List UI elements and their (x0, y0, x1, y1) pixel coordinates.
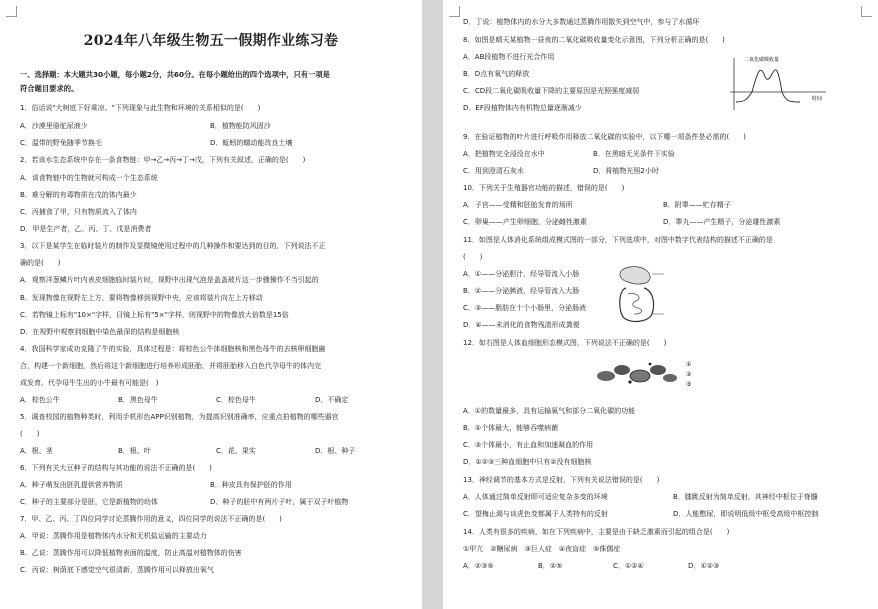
q13-option-a: A．人体通过简单反射即可适应复杂多变的环境 (463, 493, 608, 501)
q7-option-a: A．甲说：蒸腾作用是植物体内水分和无机盐运输的主要动力 (20, 532, 207, 540)
platelet (628, 380, 631, 383)
q6-option-d: D．种子的胚中有两片子叶，属于双子叶植物 (210, 498, 349, 506)
q4-option-b: B．黑色母牛 (118, 396, 158, 404)
q10-option-a: A．子宫——受精和胚胎发育的场所 (463, 201, 573, 209)
liver-shape (620, 267, 650, 284)
q1-option-c: C．温带的野兔随季节换毛 (20, 139, 102, 147)
question-10-stem: 10．下列关于生殖器官功能的描述，错误的是( ) (463, 184, 625, 192)
q3-option-d: D．在视野中观察到细胞中染色最深的结构是细胞核 (20, 328, 180, 336)
section-heading: 一、选择题：本大题共30小题，每小题2分，共60分。在每小题给出的四个选项中，只有一项是 (20, 70, 330, 79)
q5-option-d: D．根、种子 (315, 447, 356, 455)
q3-option-b: B．发现物像在视野左上方，要将物像移到视野中央，应该将装片向左上方移动 (20, 294, 263, 302)
q9-option-c: C．用到澄清石灰水 (463, 167, 524, 175)
q10-option-d: D．睾丸——产生精子，分泌雄性激素 (663, 218, 781, 226)
q1-option-d: D．蚯蚓的蠕动能改良土壤 (210, 139, 293, 147)
page-corner-mark (6, 6, 17, 17)
q14-option-a: A．②③⑤ (463, 562, 494, 570)
question-2-stem: 2．若该水生态系统中存在一条食物链：甲→乙→丙→丁→戊，下列有关叙述，正确的是( ) (20, 156, 306, 164)
q11-option-d: D．④——未消化的食物残渣形成粪便 (463, 321, 580, 329)
q2-option-d: D．甲是生产者，乙、丙、丁、戊是消费者 (20, 225, 152, 233)
q3-option-c: C．若物镜上标有"10×"字样，目镜上标有"5×"字样，则视野中的物像放大倍数是15倍 (20, 311, 289, 319)
q9-option-b: B．在黑暗无光条件下实验 (593, 150, 675, 158)
figure-x-label: 时间 (812, 96, 823, 102)
question-5-stem-cont: ( ) (20, 430, 40, 438)
q8-option-d: D．EF段植物体内有机物总量逐渐减少 (463, 104, 582, 112)
question-1-stem: 1．俗话说"大树底下好乘凉。"下列现象与此生物和环境的关系相似的是( ) (20, 104, 261, 112)
q8-option-c: C．CD段二氧化碳吸收量下降的主要原因是光照强度减弱 (463, 87, 640, 95)
question-4-stem: 4．我国科学家成功克隆了牛的实验，具体过程是：将棕色公牛体细胞核和黑色母牛的去核卵细胞融 (20, 345, 326, 353)
page-corner-mark (861, 6, 872, 17)
question-7-stem: 7．甲、乙、丙、丁四位同学讨论蒸腾作用的意义，四位同学的说法不正确的是( ) (20, 515, 282, 523)
question-12-stem: 12．如右图是人体血细胞形态模式图，下列说法不正确的是( ) (463, 339, 667, 347)
red-blood-cell (663, 374, 677, 382)
q12-option-d: D．①②③三种血细胞中只有②没有细胞核 (463, 458, 592, 466)
co2-curve (736, 70, 800, 102)
question-3-stem-cont: 确的是( ) (20, 259, 61, 267)
q14-option-d: D．①②③ (688, 562, 720, 570)
q13-option-c: C．望梅止渴与谈虎色变都属于人类特有的反射 (463, 510, 608, 518)
q11-option-a: A．①——分泌胆汁，经导管流入小肠 (463, 270, 580, 278)
cell-label-3: ③ (686, 381, 692, 388)
cell-label-2: ② (686, 371, 692, 378)
question-14-stem: 14．人类有很多的疾病，如在下列疾病中，主要是由于缺乏激素而引起的组合是( ) (463, 528, 730, 536)
q10-option-b: B．附睾——贮存精子 (663, 201, 731, 209)
question-4-stem-cont-2: 成发育。代孕母牛生出的小牛最有可能是( ) (20, 379, 159, 387)
q14-items: ①甲亢 ②糖尿病 ③巨人症 ④夜盲症 ⑤侏儒症 (463, 545, 621, 553)
section-heading-cont: 符合题目要求的。 (20, 84, 79, 93)
q14-option-b: B．②⑤ (538, 562, 563, 570)
question-5-stem: 5．调查校园的植物种类时，利用手机形色APP识别植物，为提高识别准确率，应重点拍植物的哪些器官 (20, 413, 339, 421)
q5-option-b: B．根、叶 (118, 447, 151, 455)
figure-y-label: 二氧化碳吸收量 (744, 57, 780, 63)
question-3-stem: 3．以下是某学生在临时装片的制作及显微镜使用过程中的几种操作和要达到的目的，下列说法不正 (20, 242, 326, 250)
red-blood-cell (650, 365, 666, 375)
exam-title: 2024年八年级生物五一假期作业练习卷 (83, 33, 339, 49)
cell-label-1: ① (686, 361, 692, 368)
q7-option-b: B．乙说：蒸腾作用可以降低植物表面的温度，防止高温对植物体的伤害 (20, 549, 242, 557)
q3-option-a: A．观察洋葱鳞片叶内表皮细胞临时装片时，视野中出现气泡是盖盖玻片这一步骤操作不当引起的 (20, 276, 319, 284)
q4-option-a: A．棕色公牛 (20, 396, 60, 404)
q12-option-a: A．①的数量最多，具有运输氧气和部分二氧化碳的功能 (463, 407, 636, 415)
q4-option-c: C．棕色母牛 (216, 396, 256, 404)
q4-option-d: D．不确定 (315, 396, 349, 404)
q6-option-a: A．种子萌发由胚乳提供营养物质 (20, 481, 123, 489)
q2-option-c: C．丙捕食了甲，只有物质流入了体内 (20, 208, 137, 216)
document-page-1 (0, 0, 422, 609)
q11-option-c: C．③——脂肪在十个小肠里，分泌肠液 (463, 304, 587, 312)
white-blood-cell (630, 370, 650, 382)
question-9-stem: 9．在验证植物的叶片进行呼吸作用释放二氧化碳的实验中，以下哪一项条件是必需的( ) (463, 133, 746, 141)
q12-option-b: B．②个体最大，能够吞噬病菌 (463, 424, 559, 432)
question-11-stem: 11．如图是人体消化系统组成模式图的一部分，下列选项中，对图中数字代表结构的描述不正确的是 (463, 236, 773, 244)
page-corner-mark (449, 6, 460, 17)
document-page-2 (443, 0, 878, 609)
red-blood-cell (614, 365, 630, 375)
question-4-stem-cont: 合，构建一个新细胞，然后将这个新细胞进行培养形成胚胎，并将胚胎移入白色代孕母牛的体内完 (20, 362, 321, 370)
red-blood-cell (597, 371, 615, 381)
q7-option-c: C．丙说：树荫底下感觉空气很清新，蒸腾作用可以释放出氧气 (20, 566, 214, 574)
q12-option-c: C．③个体最小，有止血和加速凝血的作用 (463, 441, 594, 449)
platelet (649, 363, 652, 366)
small-intestine-shape (628, 293, 641, 314)
q9-option-d: D．将植物光照2小时 (593, 167, 659, 175)
q14-option-c: C．①②④ (613, 562, 644, 570)
digestive-system-figure (608, 262, 668, 330)
q13-option-b: B．膝跳反射为简单反射，其神经中枢位于脊髓 (673, 493, 818, 501)
question-8-stem: 8．如图是晴天某植物一昼夜的二氧化碳吸收量变化示意图，下列分析正确的是( ) (463, 36, 725, 44)
q1-option-b: B．植物能防风固沙 (210, 122, 271, 130)
q2-option-b: B．难分解的有毒物质在戊的体内最少 (20, 191, 137, 199)
q13-option-d: D．人能憋尿，即说明低级中枢受高级中枢控制 (673, 510, 819, 518)
question-13-stem: 13．神经调节的基本方式是反射，下列有关说法错误的是( ) (463, 476, 660, 484)
q1-option-a: A．沙漠里骆驼尿液少 (20, 122, 88, 130)
q11-option-b: B．②——分泌胰液，经导管流入大肠 (463, 287, 580, 295)
q6-option-c: C．种子的主要部分是胚，它是新植物的幼体 (20, 498, 158, 506)
q6-option-b: B．种皮具有保护胚的作用 (210, 481, 292, 489)
co2-absorption-figure (726, 52, 846, 116)
large-intestine-shape (620, 288, 654, 321)
question-6-stem: 6．下列有关大豆种子的结构与其功能的说法不正确的是( ) (20, 464, 212, 472)
question-11-stem-cont: ( ) (463, 253, 483, 261)
q10-option-c: C．卵巢——产生卵细胞，分泌雌性激素 (463, 218, 587, 226)
q5-option-c: C．花、果实 (216, 447, 256, 455)
q8-option-a: A．AB段植物不进行光合作用 (463, 53, 555, 61)
q7-option-d: D．丁说：植物体内的水分大多数通过蒸腾作用散失到空气中，参与了水循环 (463, 18, 700, 26)
q5-option-a: A．根、茎 (20, 447, 53, 455)
q8-option-b: B．D点有氧气的释放 (463, 70, 530, 78)
q9-option-a: A．把植物完全浸没在水中 (463, 150, 545, 158)
page-gutter (422, 0, 443, 609)
q2-option-a: A．该食物链中的生物就可构成一个生态系统 (20, 174, 158, 182)
blood-cells-figure (588, 356, 698, 390)
